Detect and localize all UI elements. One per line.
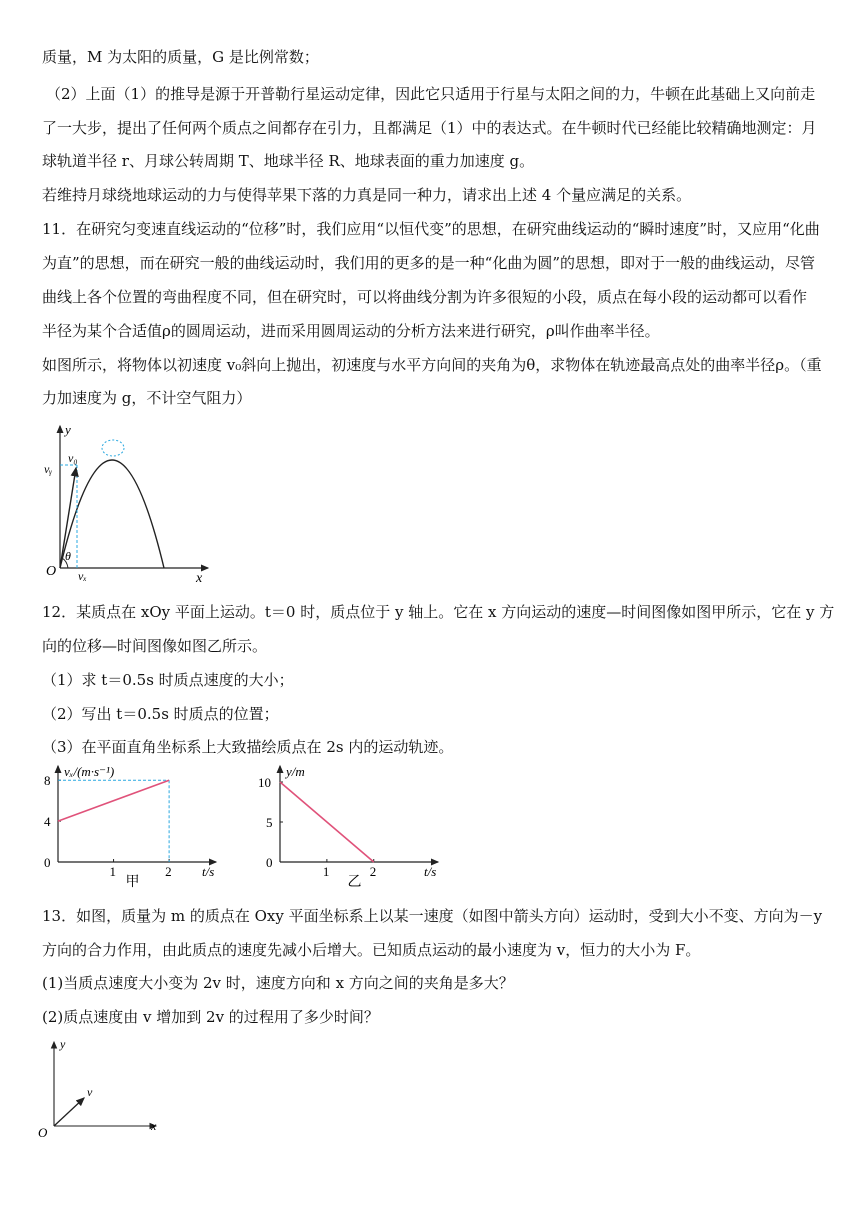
text-line-20: (2)质点速度由 v 增加到 2v 的过程用了多少时间？ xyxy=(42,1008,379,1026)
chart-caption: 甲 xyxy=(125,875,140,890)
text-line-12: 12．某质点在 xOy 平面上运动。t＝0 时，质点位于 y 轴上。它在 x 方向运动的速度—时间图像如图甲所示，它在 y 方 xyxy=(42,603,835,621)
text-line-3: 了一大步，提出了任何两个质点之间都存在引力，且都满足（1）中的表达式。在牛顿时代已经能比较精确地测定：月 xyxy=(42,119,817,137)
x-tick-label: 1 xyxy=(109,864,117,879)
label-y: y xyxy=(60,1037,66,1051)
text-line-2: （2）上面（1）的推导是源于开普勒行星运动定律，因此它只适用于行星与太阳之间的力，牛顿在此基础上又向前走 xyxy=(46,85,816,103)
data-series-line xyxy=(280,782,374,862)
text-line-14: （1）求 t＝0.5s 时质点速度的大小； xyxy=(42,671,294,689)
y-tick-label: 10 xyxy=(258,775,271,790)
curvature-circle xyxy=(102,440,124,456)
text-line-11: 力加速度为 g，不计空气阻力） xyxy=(42,389,252,407)
label-origin: O xyxy=(38,1125,48,1140)
text-line-19: (1)当质点速度大小变为 2v 时，速度方向和 x 方向之间的夹角是多大？ xyxy=(42,974,514,992)
y-axis-label: vₓ/(m·s⁻¹) xyxy=(64,764,115,779)
x-axis-label: t/s xyxy=(424,864,437,879)
label-vx: vₓ xyxy=(78,569,87,583)
label-x: x xyxy=(151,1119,157,1133)
y-tick-label: 4 xyxy=(44,814,51,830)
x-axis-label: t/s xyxy=(202,864,215,879)
x-tick-label: 1 xyxy=(322,864,330,879)
chart-caption: 乙 xyxy=(347,875,362,890)
y-axis-label: y/m xyxy=(286,764,305,779)
data-series-line xyxy=(58,780,169,821)
y-tick-label: 5 xyxy=(266,815,273,830)
text-line-7: 为直”的思想，而在研究一般的曲线运动时，我们用的更多的是一种“化曲为圆”的思想，即对于一般的曲线运动，尽管 xyxy=(42,254,816,272)
velocity-arrow xyxy=(54,1098,84,1126)
y-tick-label: 8 xyxy=(44,773,51,789)
trajectory-curve xyxy=(60,460,164,568)
chart-yi xyxy=(252,762,452,892)
projectile-figure xyxy=(40,420,220,590)
label-y: y xyxy=(65,422,71,437)
text-line-10: 如图所示，将物体以初速度 v₀斜向上抛出，初速度与水平方向间的夹角为θ，求物体在轨迹最高点处的曲率半径ρ。（重 xyxy=(42,356,822,374)
chart-jia xyxy=(30,762,230,892)
label-v: v xyxy=(87,1085,93,1099)
label-v0: v₀ xyxy=(68,451,78,465)
label-x: x xyxy=(196,571,203,586)
label-origin: O xyxy=(46,564,57,579)
label-theta: θ xyxy=(65,549,71,563)
y-tick-label: 0 xyxy=(266,855,273,870)
text-line-5: 若维持月球绕地球运动的力与使得苹果下落的力真是同一种力，请求出上述 4 个量应满足的关系。 xyxy=(42,186,692,204)
text-line-15: （2）写出 t＝0.5s 时质点的位置； xyxy=(42,705,279,723)
y-tick-label: 0 xyxy=(44,855,51,870)
text-line-9: 半径为某个合适值ρ的圆周运动，进而采用圆周运动的分析方法来进行研究，ρ叫作曲率半径。 xyxy=(42,322,660,340)
x-tick-label: 2 xyxy=(165,864,172,879)
text-line-13: 向的位移—时间图像如图乙所示。 xyxy=(42,637,268,655)
text-line-1: 质量，M 为太阳的质量，G 是比例常数； xyxy=(42,48,319,66)
axes-figure-13 xyxy=(38,1036,178,1146)
text-line-4: 球轨道半径 r、月球公转周期 T、地球半径 R、地球表面的重力加速度 g。 xyxy=(42,152,535,170)
text-line-8: 曲线上各个位置的弯曲程度不同，但在研究时，可以将曲线分割为许多很短的小段，质点在每小段的运动都可以看作 xyxy=(42,288,808,306)
text-line-17: 13．如图，质量为 m 的质点在 Oxy 平面坐标系上以某一速度（如图中箭头方向）运动时，受到大小不变、方向为－y xyxy=(42,907,823,925)
text-line-18: 方向的合力作用，由此质点的速度先减小后增大。已知质点运动的最小速度为 v，恒力的大小为 F。 xyxy=(42,941,701,959)
x-tick-label: 2 xyxy=(369,864,377,879)
text-line-6: 11．在研究匀变速直线运动的“位移”时，我们应用“以恒代变”的思想，在研究曲线运动的“瞬时速度”时，又应用“化曲 xyxy=(42,220,820,238)
label-vy: vᵧ xyxy=(44,462,53,476)
text-line-16: （3）在平面直角坐标系上大致描绘质点在 2s 内的运动轨迹。 xyxy=(42,738,454,756)
